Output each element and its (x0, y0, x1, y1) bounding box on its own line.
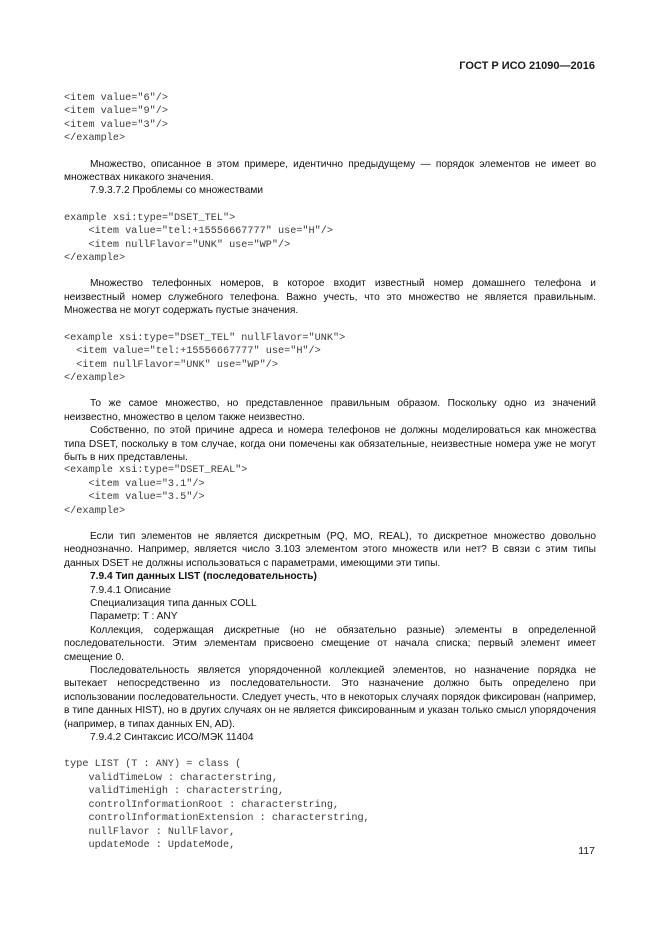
text-line: Специализация типа данных COLL (90, 598, 257, 609)
code-block-5 (64, 758, 596, 852)
paragraph: Множество телефонных номеров, в которое входит известный номер домашнего телефона и неизвестный номер служебного телефона. Важно учесть, что это множество не является правильным. Множества не могут содержать пустые значения. (64, 278, 596, 317)
code-line: </example> (64, 372, 126, 384)
code-line: validTimeHigh : characterstring, (64, 786, 285, 798)
section-heading: 7.9.4 Тип данных LIST (последовательность) (90, 571, 317, 583)
code-line: <item value="3.5"/> (64, 492, 205, 504)
standard-header: ГОСТ Р ИСО 21090—2016 (459, 60, 595, 72)
code-line: </example> (64, 253, 126, 265)
code-line: <example xsi:type="DSET_REAL"> (64, 465, 248, 477)
paragraph: Последовательность является упорядоченной коллекцией элементов, но назначение порядка не вытекает непосредственно из последовательности. Это назначение должно быть определено при использовании последовательности. Следует учесть, что в некоторых случаях порядок фиксирован (например, в типе данных HIST), но в других случаях он не является фиксированным и указан только смысл упорядочения (например, в типах данных EN, AD). (64, 665, 596, 730)
code-block-2 (64, 212, 596, 266)
code-line: <item nullFlavor="UNK" use="WP"/> (64, 239, 291, 251)
code-line: <example xsi:type="DSET_TEL" nullFlavor="UNK"> (64, 332, 346, 344)
code-line: <item value="tel:+15556667777" use="H"/> (64, 226, 333, 238)
text-line: Параметр: T : ANY (90, 611, 178, 623)
paragraph: Собственно, по этой причине адреса и номера телефонов не должны моделироваться как множества типа DSET, поскольку в том случае, когда они помечены как обязательные, неизвестные номера уже не могут быть в них представлены. (64, 425, 596, 463)
code-line: controlInformationRoot : characterstring, (64, 799, 340, 811)
code-line: controlInformationExtension : characterstring, (64, 813, 370, 825)
section-heading: 7.9.3.7.2 Проблемы со множествами (90, 185, 264, 197)
code-line: <item value="9"/> (64, 106, 168, 118)
page-number: 117 (578, 845, 595, 857)
subsection-heading: 7.9.4.2 Синтаксис ИСО/МЭК 11404 (90, 732, 254, 744)
code-line: <item value="3"/> (64, 119, 168, 131)
code-block-1 (64, 92, 596, 146)
code-line: </example> (64, 505, 126, 517)
code-line: <item value="3.1"/> (64, 478, 205, 490)
paragraph: Если тип элементов не является дискретным (PQ, MO, REAL), то дискретное множество довольно неоднозначно. Например, является число 3.103 элементом этого множеств или нет? В связи с этим типы данных DSET не должны использоваться с параметрами, имеющими эти типы. (64, 530, 596, 569)
code-line: type LIST (T : ANY) = class ( (64, 759, 242, 771)
code-line: nullFlavor : NullFlavor, (64, 826, 236, 838)
code-block-3 (64, 332, 596, 386)
subsection-heading: 7.9.4.1 Описание (90, 584, 171, 596)
code-line: <item value="6"/> (64, 93, 168, 104)
code-line: validTimeLow : characterstring, (64, 772, 278, 784)
code-line: example xsi:type="DSET_TEL"> (64, 212, 236, 224)
paragraph: То же самое множество, но представленное правильным образом. Поскольку одно из значений неизвестно, множество в целом также неизвестно. (64, 398, 596, 423)
paragraph: Множество, описанное в этом примере, идентично предыдущему — порядок элементов не имеет во множествах никакого значения. (64, 158, 596, 184)
code-block-4 (64, 464, 596, 518)
code-line: <item value="tel:+15556667777" use="H"/> (64, 346, 321, 358)
code-line: </example> (64, 133, 126, 145)
code-line: updateMode : UpdateMode, (64, 839, 236, 851)
code-line: <item nullFlavor="UNK" use="WP"/> (64, 359, 278, 371)
paragraph: Коллекция, содержащая дискретные (но не обязательно разные) элементы в определенной последовательности. Этим элементам присвоено смещение от начала списка; первый элемент имеет смещение 0. (64, 624, 596, 663)
page-content (64, 92, 596, 852)
